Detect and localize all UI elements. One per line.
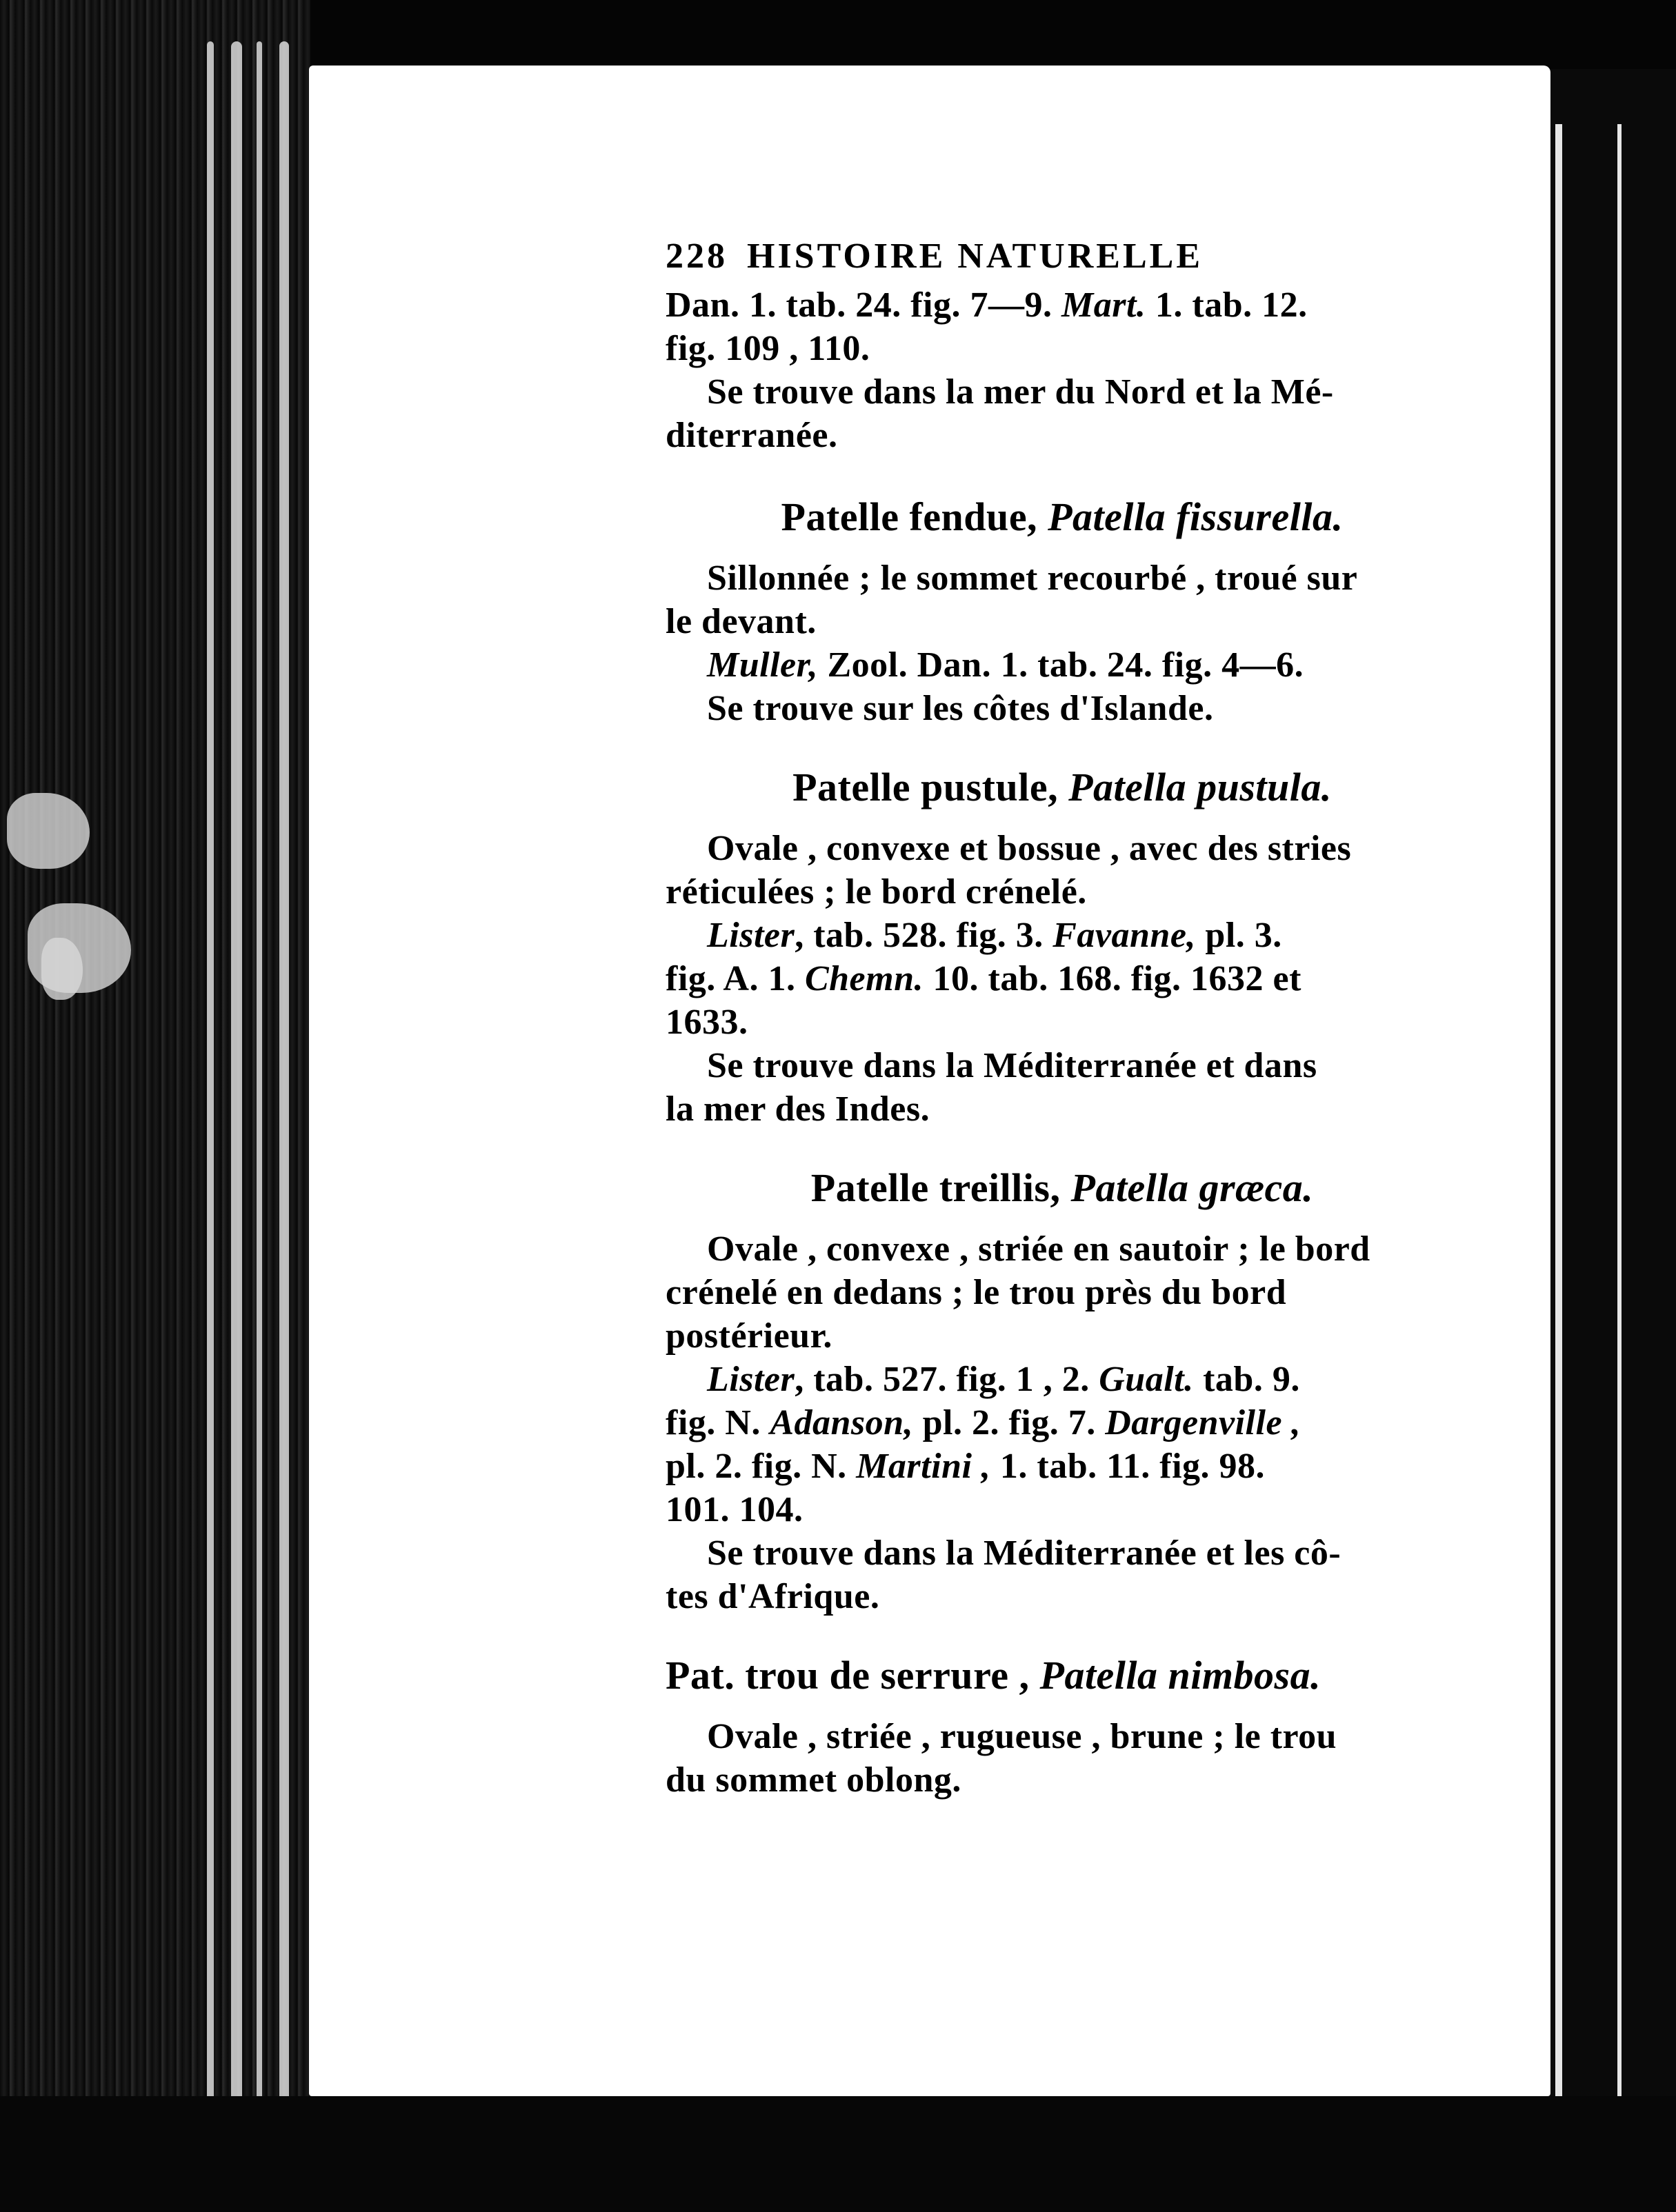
intro-line [666,283,1459,327]
reference-line [666,914,1459,957]
reference-text: , tab. 528. fig. 3. [795,916,1044,955]
reference-line [666,1401,1459,1445]
habitat-line: Se trouve dans la mer du Nord et la Mé- [707,372,1334,412]
reference-line: 1633. [666,1003,748,1042]
description-line: du sommet oblong. [666,1760,961,1800]
paper-stain [7,793,90,869]
reference-author: Adanson, [770,1403,914,1442]
reference-text: 10. tab. 168. fig. 1632 et [932,959,1301,998]
reference-text: Zool. Dan. 1. tab. 24. fig. 4—6. [827,645,1304,685]
reference-text: , tab. 527. fig. 1 , 2. [795,1360,1090,1399]
page-edge-streak [231,41,242,2110]
reference-text: 1. tab. 11. fig. 98. [999,1447,1266,1486]
reference-author: Gualt. [1099,1360,1194,1399]
page-edge-streak [207,41,214,2110]
reference-line [666,1358,1459,1401]
reference-text: fig. A. 1. [666,959,796,998]
habitat-line: Se trouve sur les côtes d'Islande. [707,689,1214,728]
reference-line [666,1445,1459,1488]
habitat-line: tes d'Afrique. [666,1577,880,1616]
next-page-edge [1535,69,1676,2103]
species-name-fr: Patelle treillis, [810,1165,1061,1210]
reference-author: Mart. [1061,285,1146,325]
species-name-fr: Patelle fendue, [781,494,1038,539]
reference-author: Favanne, [1053,916,1196,955]
reference-line [666,643,1459,687]
description-line: crénelé en dedans ; le trou près du bord [666,1273,1287,1312]
species-title [666,1651,1459,1700]
reference-author: Martini , [856,1447,991,1486]
habitat-line: la mer des Indes. [666,1089,930,1129]
reference-author: Muller, [707,645,818,685]
habitat-line: Se trouve dans la Méditerranée et les cô- [707,1534,1341,1573]
book-binding-shadow [0,0,310,2212]
habitat-line: Se trouve dans la Méditerranée et dans [707,1046,1317,1085]
species-name-fr: Patelle pustule, [792,765,1059,810]
description-line: Ovale , convexe , striée en sautoir ; le bord [707,1229,1370,1269]
species-name-latin: Patella græca. [1070,1165,1314,1210]
species-title [666,1164,1459,1212]
running-title: HISTOIRE NATURELLE [747,237,1204,276]
reference-text: pl. 2. fig. N. [666,1447,847,1486]
description-line: Ovale , convexe et bossue , avec des stries [707,829,1352,868]
reference-line: 101. 104. [666,1490,804,1529]
reference-text: pl. 3. [1205,916,1282,955]
reference-author: Lister [707,1360,795,1399]
page-edge-strip [1617,124,1622,2096]
reference-text: pl. 2. fig. 7. [922,1403,1096,1442]
species-name-latin: Patella nimbosa. [1039,1653,1321,1698]
reference-author: Dargenville , [1105,1403,1301,1442]
page-text-block [666,234,1459,1802]
paper-stain [41,938,83,1000]
habitat-line: diterranée. [666,416,838,455]
species-name-latin: Patella pustula. [1068,765,1332,810]
reference-text: tab. 9. [1203,1360,1300,1399]
species-name-latin: Patella fissurella. [1048,494,1344,539]
intro-line: fig. 109 , 110. [666,329,870,368]
description-line: Ovale , striée , rugueuse , brune ; le trou [707,1717,1337,1756]
running-header [666,234,1459,278]
page-number: 228 [666,237,728,276]
reference-author: Chemn. [804,959,924,998]
scan-bottom-border [0,2096,1676,2212]
page-edge-streak [279,41,289,2110]
species-name-fr: Pat. trou de serrure , [666,1653,1030,1698]
description-line: le devant. [666,602,817,641]
page-edge-strip [1555,124,1562,2096]
reference-text: fig. N. [666,1403,761,1442]
description-line: Sillonnée ; le sommet recourbé , troué sur [707,559,1358,598]
reference-line [666,957,1459,1001]
reference-text: 1. tab. 12. [1155,285,1308,325]
reference-author: Lister [707,916,795,955]
description-line: postérieur. [666,1316,832,1356]
reference-text: Dan. 1. tab. 24. fig. 7—9. [666,285,1053,325]
species-title [666,493,1459,541]
description-line: réticulées ; le bord crénelé. [666,872,1087,912]
page-edge-streak [257,41,262,2110]
species-title [666,763,1459,812]
